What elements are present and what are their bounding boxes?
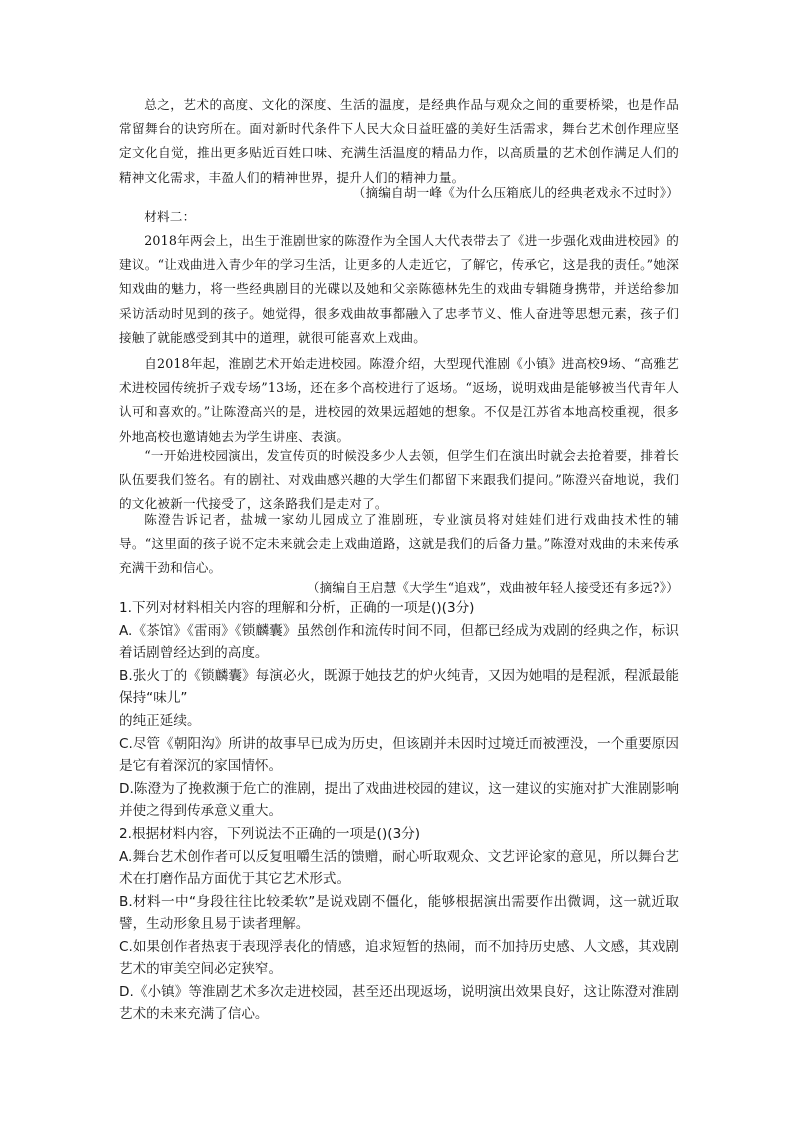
- passage-campus-paragraph: 自2018年起，淮剧艺术开始走进校园。陈澄介绍，大型现代淮剧《小镇》进高校9场、“高雅艺术进校园传统折子戏专场”13场，还在多个高校进行了返场。“返场，说明戏曲是能够被当代青年人认可和喜欢的。”让陈澄高兴的是，进校园的效果远超她的想象。不仅是江苏省本地高校重视，很多外地高校也邀请她去为学生讲座、表演。: [119, 356, 679, 444]
- option-c: C.尽管《朝阳沟》所讲的故事早已成为历史，但该剧并未因时过境迁而被湮没，一个重要原因是它有着深沉的家国情怀。: [119, 736, 679, 774]
- citation-one: （摘编自胡一峰《为什么压箱底儿的经典老戏永不过时》）: [352, 185, 679, 200]
- passage-first-performance-paragraph: “一开始进校园演出，发宣传页的时候没多少人去领，但学生们在演出时就会去抢着要，排着长队伍要我们签名。有的剧社、对戏曲感兴趣的大学生们都留下来跟我们提问。”陈澄兴奋地说，我们的文化被新一代接受了，这条路我们是走对了。: [119, 448, 679, 512]
- question-stem: 2.根据材料内容，下列说法不正确的一项是()(3分): [119, 826, 421, 842]
- option-b: B.材料一中“身段往往比较柔软”是说戏剧不僵化，能够根据演出需要作出微调，这一就近取譬，生动形象且易于读者理解。: [119, 894, 679, 932]
- passage-2018-paragraph: 2018年两会上，出生于淮剧世家的陈澄作为全国人大代表带去了《进一步强化戏曲进校园》的建议。“让戏曲进入青少年的学习生活，让更多的人走近它，了解它，传承它，这是我的责任。”她深知戏曲的魅力，将一些经典剧目的光碟以及她和父亲陈德林先生的戏曲专辑随身携带，并送给参加采访活动时见到的孩子。她觉得，很多戏曲故事都融入了忠孝节义、惟人奋进等思想元素，孩子们接触了就能感受到其中的道理，就很可能喜欢上戏曲。: [119, 233, 679, 345]
- option-a: A.《茶馆》《雷雨》《锁麟囊》虽然创作和流传时间不同，但都已经成为戏剧的经典之作，标识着话剧曾经达到的高度。: [119, 623, 679, 661]
- option-b: B.张火丁的《锁麟囊》每演必火，既源于她技艺的炉火纯青，又因为她唱的是程派，程派最能保持“味儿”: [119, 668, 679, 706]
- option-d: D.《小镇》等淮剧艺术多次走进校园，甚至还出现返场，说明演出效果良好，这让陈澄对淮剧艺术的未来充满了信心。: [119, 984, 679, 1022]
- option-d: D.陈澄为了挽救濒于危亡的淮剧，提出了戏曲进校园的建议，这一建议的实施对扩大淮剧影响并使之得到传承意义重大。: [119, 781, 679, 819]
- option-b-continued: 的纯正延续。: [119, 713, 201, 729]
- option-a: A.舞台艺术创作者可以反复咀嚼生活的馈赠，耐心听取观众、文艺评论家的意见，所以舞台艺术在打磨作品方面优于其它艺术形式。: [119, 849, 679, 887]
- citation-two: （摘编自王启慧《大学生“追戏”，戏曲被年轻人接受还有多远?》）: [306, 580, 679, 595]
- question-2: [119, 823, 679, 1025]
- questions-section: [119, 597, 679, 1026]
- question-stem: 1.下列对材料相关内容的理解和分析，正确的一项是()(3分): [119, 600, 475, 616]
- question-1: [119, 597, 679, 822]
- passage-summary-paragraph: 总之，艺术的高度、文化的深度、生活的温度，是经典作品与观众之间的重要桥梁，也是作品常留舞台的诀窍所在。面对新时代条件下人民大众日益旺盛的美好生活需求，舞台艺术创作理应坚定文化自觉，推出更多贴近百姓口味、充满生活温度的精品力作，以高质量的艺术创作满足人们的精神文化需求，丰盈人们的精神世界，提升人们的精神力量。: [119, 97, 679, 185]
- material-two-label: 材料二：: [144, 209, 196, 224]
- option-c: C.如果创作者热衷于表现浮表化的情感，追求短暂的热闹，而不加持历史感、人文感，其戏剧艺术的审美空间必定狭窄。: [119, 939, 679, 977]
- passage-kindergarten-paragraph: 陈澄告诉记者，盐城一家幼儿园成立了淮剧班，专业演员将对娃娃们进行戏曲技术性的辅导。“这里面的孩子说不定未来就会走上戏曲道路，这就是我们的后备力量。”陈澄对戏曲的未来传承充满干劲和信心。: [119, 512, 679, 576]
